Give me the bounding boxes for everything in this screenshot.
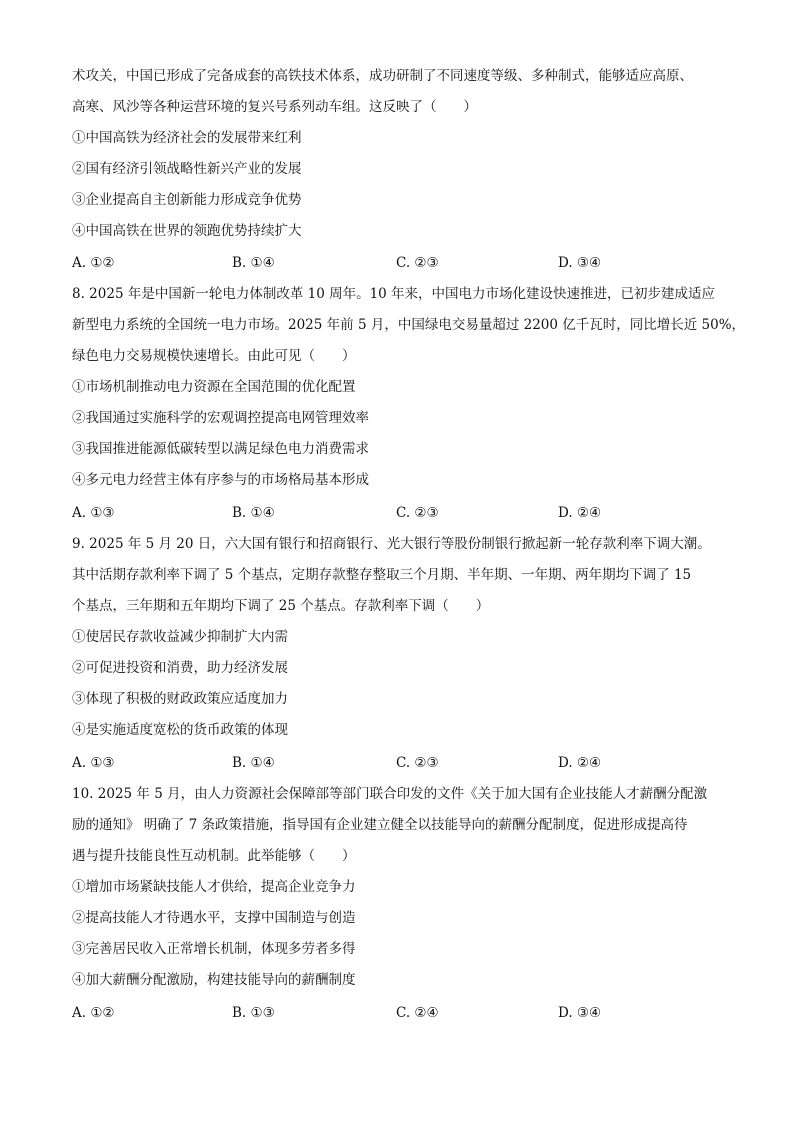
q7-option-a[interactable]: A. ①② bbox=[72, 255, 115, 271]
q10-option-a[interactable]: A. ①② bbox=[72, 1005, 115, 1021]
q8-stem-line: 绿色电力交易规模快速增长。由此可见（ ） bbox=[72, 348, 356, 364]
q7-statement: ①中国高铁为经济社会的发展带来红利 bbox=[72, 130, 302, 146]
q9-option-d[interactable]: D. ②④ bbox=[558, 755, 602, 771]
q8-statement: ④多元电力经营主体有序参与的市场格局基本形成 bbox=[72, 472, 369, 488]
q7-options bbox=[72, 253, 732, 273]
q9-stem-line: 其中活期存款利率下调了 5 个基点，定期存款整存整取三个月期、半年期、一年期、两年期均下调了 15 bbox=[72, 567, 692, 583]
q10-options bbox=[72, 1003, 732, 1023]
q9-option-c[interactable]: C. ②③ bbox=[396, 755, 439, 771]
q8-option-d[interactable]: D. ②④ bbox=[558, 505, 602, 521]
q9-statement: ④是实施适度宽松的货币政策的体现 bbox=[72, 722, 288, 738]
q9-options bbox=[72, 753, 732, 773]
q9-statement: ①使居民存款收益减少抑制扩大内需 bbox=[72, 629, 288, 645]
q8-option-b[interactable]: B. ①④ bbox=[232, 505, 275, 521]
q8-stem-line: 新型电力系统的全国统一电力市场。2025 年前 5 月，中国绿电交易量超过 2200 亿千瓦时，同比增长近 50%， bbox=[72, 317, 746, 333]
q7-option-d[interactable]: D. ③④ bbox=[558, 255, 602, 271]
q9-stem-line: 9. 2025 年 5 月 20 日，六大国有银行和招商银行、光大银行等股份制银行掀起新一轮存款利率下调大潮。 bbox=[72, 536, 711, 552]
q8-statement: ③我国推进能源低碳转型以满足绿色电力消费需求 bbox=[72, 441, 369, 457]
q9-option-b[interactable]: B. ①④ bbox=[232, 755, 275, 771]
q8-option-c[interactable]: C. ②③ bbox=[396, 505, 439, 521]
q8-options bbox=[72, 503, 732, 523]
q10-statement: ④加大薪酬分配激励，构建技能导向的薪酬制度 bbox=[72, 972, 356, 988]
q8-statement: ①市场机制推动电力资源在全国范围的优化配置 bbox=[72, 379, 356, 395]
q7-option-b[interactable]: B. ①④ bbox=[232, 255, 275, 271]
q9-statement: ②可促进投资和消费，助力经济发展 bbox=[72, 660, 288, 676]
q9-stem-line: 个基点，三年期和五年期均下调了 25 个基点。存款利率下调（ ） bbox=[72, 598, 490, 614]
q10-option-b[interactable]: B. ①③ bbox=[232, 1005, 275, 1021]
q7-option-c[interactable]: C. ②③ bbox=[396, 255, 439, 271]
q7-statement: ②国有经济引领战略性新兴产业的发展 bbox=[72, 161, 302, 177]
q7-stem-line: 高寒、风沙等各种运营环境的复兴号系列动车组。这反映了（ ） bbox=[72, 99, 477, 115]
q8-option-a[interactable]: A. ①③ bbox=[72, 505, 115, 521]
q10-stem-line: 10. 2025 年 5 月，由人力资源社会保障部等部门联合印发的文件《关于加大国有企业技能人才薪酬分配激 bbox=[72, 786, 708, 802]
q7-statement: ③企业提高自主创新能力形成竞争优势 bbox=[72, 192, 302, 208]
q10-statement: ②提高技能人才待遇水平，支撑中国制造与创造 bbox=[72, 910, 356, 926]
q10-option-c[interactable]: C. ②④ bbox=[396, 1005, 439, 1021]
q10-statement: ③完善居民收入正常增长机制，体现多劳者多得 bbox=[72, 941, 356, 957]
q8-stem-line: 8. 2025 年是中国新一轮电力体制改革 10 周年。10 年来，中国电力市场化建设快速推进，已初步建成适应 bbox=[72, 286, 716, 302]
q9-statement: ③体现了积极的财政政策应适度加力 bbox=[72, 691, 288, 707]
q9-option-a[interactable]: A. ①③ bbox=[72, 755, 115, 771]
q10-stem-line: 励的通知》 明确了 7 条政策措施，指导国有企业建立健全以技能导向的薪酬分配制度，促进形成提高待 bbox=[72, 817, 688, 833]
q7-stem-line: 术攻关，中国已形成了完备成套的高铁技术体系，成功研制了不同速度等级、多种制式，能够适应高原、 bbox=[72, 68, 693, 84]
q10-stem-line: 遇与提升技能良性互动机制。此举能够（ ） bbox=[72, 848, 356, 864]
q7-statement: ④中国高铁在世界的领跑优势持续扩大 bbox=[72, 223, 302, 239]
q8-statement: ②我国通过实施科学的宏观调控提高电网管理效率 bbox=[72, 410, 369, 426]
q10-option-d[interactable]: D. ③④ bbox=[558, 1005, 602, 1021]
q10-statement: ①增加市场紧缺技能人才供给，提高企业竞争力 bbox=[72, 879, 356, 895]
